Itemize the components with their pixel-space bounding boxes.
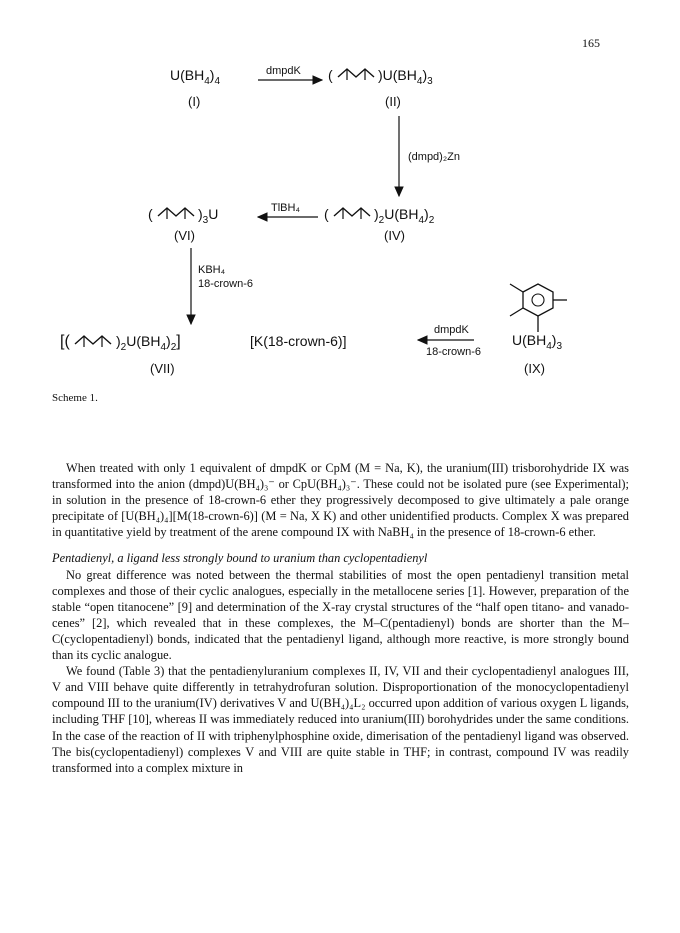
svg-text:(: (	[328, 67, 333, 83]
arrow-I-to-II	[258, 65, 322, 80]
compound-IV	[324, 206, 435, 243]
reagent-KBH4: KBH₄	[198, 264, 226, 276]
svg-text:U(BH4)4: $U(BH_4)_4$	[170, 67, 221, 87]
compound-IX	[510, 284, 567, 376]
pentadienyl-ligand-icon	[334, 208, 370, 216]
svg-text:(: (	[324, 206, 329, 222]
reagent-TlBH4: TlBH₄	[271, 202, 300, 214]
reagent-18-crown-6: 18-crown-6	[198, 278, 254, 290]
page-number: 165	[582, 36, 600, 50]
compound-label-I: (I)	[188, 94, 201, 109]
svg-text:)2U(BH4)2]: )$_2U(BH_4)_2$]	[116, 333, 181, 353]
reagent-dmpd2Zn: (dmpd)₂Zn	[408, 151, 460, 163]
arrow-VI-to-VII	[191, 248, 253, 324]
arrow-II-to-IV	[399, 116, 460, 196]
compound-label-VII: (VII)	[150, 361, 175, 376]
svg-text:)U(BH4)3: )$U(BH_4)_3$	[378, 67, 433, 87]
mesitylene-ring-icon	[510, 284, 567, 332]
compound-label-IX: (IX)	[524, 361, 545, 376]
arrow-IV-to-VI	[258, 202, 318, 217]
svg-text:)3U: )$_3U$	[198, 206, 219, 226]
reagent-18-crown-6: 18-crown-6	[426, 346, 482, 358]
arrow-IX-to-VII	[418, 324, 481, 358]
scheme-caption: Scheme 1.	[52, 392, 98, 404]
pentadienyl-ligand-icon	[158, 208, 194, 216]
compound-VII	[60, 333, 346, 376]
svg-text:(: (	[148, 206, 153, 222]
reagent-dmpdK: dmpdK	[434, 324, 469, 336]
svg-text:)2U(BH4)2: )$_2U(BH_4)_2$	[374, 206, 435, 226]
compound-label-VI: (VI)	[174, 228, 195, 243]
compound-II	[328, 67, 433, 109]
compound-VI	[148, 206, 218, 243]
compound-I	[170, 67, 220, 109]
svg-text:U(BH4)3: $U(BH_4)_3$	[512, 332, 563, 352]
compound-label-II: (II)	[385, 94, 401, 109]
reagent-dmpdK: dmpdK	[266, 65, 301, 77]
section-heading: Pentadienyl, a ligand less strongly bound to uranium than cyclopentadienyl	[52, 551, 428, 566]
reaction-scheme	[0, 0, 680, 400]
paragraph: We found (Table 3) that the pentadienyluranium complexes II, IV, VII and their cyclopentadienyl analogues III, V and VIII behave quite differently in tetrahydrofuran solution. Disproportionation of the monocyclopentadienyl compound III to the uranium(IV) derivatives V and U(BH₄)₄L₂ occurred upon addition of various oxygen L ligands, including THF [10], whereas II was immediately reduced into uranium(III) borohydrides under the same conditions. In the case of the reaction of II with triphenylphosphine oxide, dimerisation of the pentadienyl ligand was observed. The bis(cyclopentadienyl) complexes V and VIII are quite stable in THF; in contrast, compound IV was readily transformed into a complex mixture in	[52, 664, 629, 775]
pentadienyl-ligand-icon	[75, 336, 111, 344]
body-text	[52, 460, 629, 776]
svg-text:[(: [(	[60, 333, 70, 350]
paragraph: No great difference was noted between the thermal stabilities of most the open pentadienyl transition metal complexes and those of their cyclic analogues, especially in the metallocene series [1]. However, preparation of the stable “open titanocene” [9] and determination of the X-ray crystal structures of the “half open titano- and vanado-cenes” [2], which revealed that in these complexes, the M–C(pentadienyl) bonds are shorter than the M–C(cyclopentadienyl) bonds, indicated that the pentadienyl ligand, although more reactive, is more strongly bound than its cyclic analogue.	[52, 567, 629, 663]
crown-ether-cation: [K(18-crown-6)]	[250, 333, 347, 349]
compound-label-IV: (IV)	[384, 228, 405, 243]
paragraph: When treated with only 1 equivalent of dmpdK or CpM (M = Na, K), the uranium(III) trisborohydride IX was transformed into the anion (dmpd)U(BH₄)₃⁻ or CpU(BH₄)₃⁻. These could not be isolated pure (see Experimental); in solution in the presence of 18-crown-6 ether they progressively decomposed to give ultimately a pale orange precipitate of [U(BH₄)₄][M(18-crown-6)] (M = Na, X K) and other unidentified products. Complex X was prepared in quantitative yield by treatment of the arene compound IX with NaBH₄ in the presence of 18-crown-6 ether.	[52, 461, 629, 540]
pentadienyl-ligand-icon	[338, 69, 374, 77]
